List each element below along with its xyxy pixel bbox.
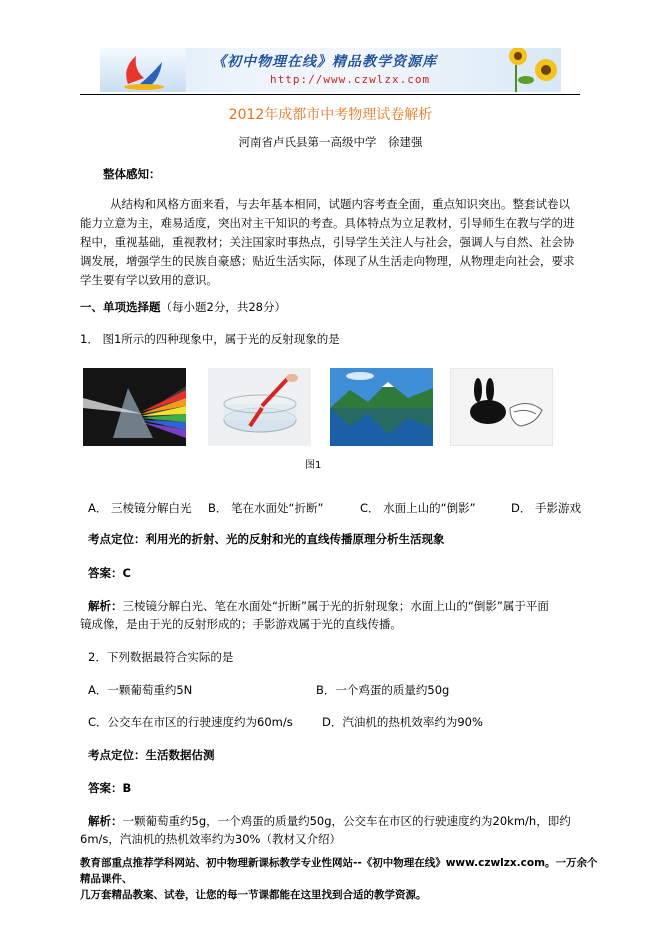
footer-line-1: 教育部重点推荐学科网站、初中物理新课标教学专业性网站--《初中物理在线》www.czwlzx.com。一万余个精品课件、 [80, 857, 598, 885]
q2-kaodian-text: 生活数据估测 [145, 748, 215, 762]
q2-kaodian-label: 考点定位： [88, 748, 146, 762]
q1-option-c: C． 水面上山的“倒影” [360, 501, 476, 515]
overview-line-2: 能力立意为主，难易适度，突出对主干知识的考查。具体特点为立足教材，引导师生在教与学的进 [80, 216, 575, 230]
q1-stem: 1． 图1所示的四种现象中，属于光的反射现象的是 [80, 332, 340, 346]
q1-kaodian [88, 530, 445, 548]
q2-analysis-line-1 [88, 812, 571, 830]
q1-analysis-line-2: 镜成像，是由于光的反射形成的；手影游戏属于光的直线传播。 [80, 617, 402, 631]
figure-pencil-water [208, 368, 311, 446]
page-footer [80, 855, 600, 903]
overview-line-5: 学生要有学以致用的意识。 [80, 273, 218, 287]
q2-analysis-label: 解析： [88, 814, 123, 828]
q1-analysis-text-1: 三棱镜分解白光、笔在水面处“折断”属于光的折射现象；水面上山的“倒影”属于平面 [122, 599, 549, 613]
overview-line-1: 从结构和风格方面来看，与去年基本相同，试题内容考查全面，重点知识突出。整套试卷以 [110, 197, 570, 211]
figure-prism [83, 368, 186, 446]
q1-answer: 答案：C [88, 566, 131, 580]
author-line: 河南省卢氏县第一高级中学 徐建强 [238, 135, 423, 149]
q1-analysis-label: 解析： [88, 599, 123, 613]
figure-caption: 图1 [305, 460, 322, 471]
q2-option-d: D．汽油机的热机效率约为90% [322, 715, 483, 729]
q2-answer: 答案：B [88, 781, 132, 795]
header-rule [80, 94, 580, 95]
footer-line-2: 几万套精品教案、试卷，让您的每一节课都能在这里找到合适的教学资源。 [80, 889, 427, 901]
q2-option-c: C．公交车在市区的行驶速度约为60m/s [88, 715, 293, 729]
q1-analysis-line-1 [88, 597, 549, 615]
figure-mountain-reflection [330, 368, 433, 446]
banner-url[interactable]: http://www.czwlzx.com [270, 73, 431, 86]
q2-stem: 2．下列数据最符合实际的是 [88, 650, 234, 664]
banner-title: 《初中物理在线》精品教学资源库 [212, 54, 437, 70]
figure-hand-shadow [450, 368, 553, 446]
q1-option-b: B． 笔在水面处“折断” [208, 501, 324, 515]
q1-kaodian-text: 利用光的折射、光的反射和光的直线传播原理分析生活现象 [145, 532, 445, 546]
overview-heading: 整体感知： [103, 167, 161, 181]
q2-analysis-text-1: 一颗葡萄重约5g，一个鸡蛋的质量约50g，公交车在市区的行驶速度约为20km/h，即约 [122, 814, 571, 828]
q2-option-b: B．一个鸡蛋的质量约50g [316, 683, 450, 697]
section-title: 一、单项选择题 [80, 300, 161, 314]
q1-option-a: A． 三棱镜分解白光 [88, 501, 192, 515]
section-heading [80, 298, 286, 316]
header-banner [100, 48, 561, 92]
section-note: （每小题2分，共28分） [160, 300, 286, 314]
document-title: 2012年成都市中考物理试卷解析 [228, 107, 433, 123]
q1-option-d: D． 手影游戏 [511, 501, 582, 515]
q2-option-a: A．一颗葡萄重约5N [88, 683, 193, 697]
q1-kaodian-label: 考点定位： [88, 532, 146, 546]
overview-line-4: 调发展，增强学生的民族自豪感；贴近生活实际，体现了从生活走向物理，从物理走向社会，要求 [80, 254, 575, 268]
overview-line-3: 程中，重视基础，重视教材；关注国家时事热点，引导学生关注人与社会，强调人与自然、社会协 [80, 235, 575, 249]
q2-kaodian [88, 746, 215, 764]
q2-analysis-line-2: 6m/s，汽油机的热机效率约为30%（教材又介绍） [80, 832, 341, 846]
